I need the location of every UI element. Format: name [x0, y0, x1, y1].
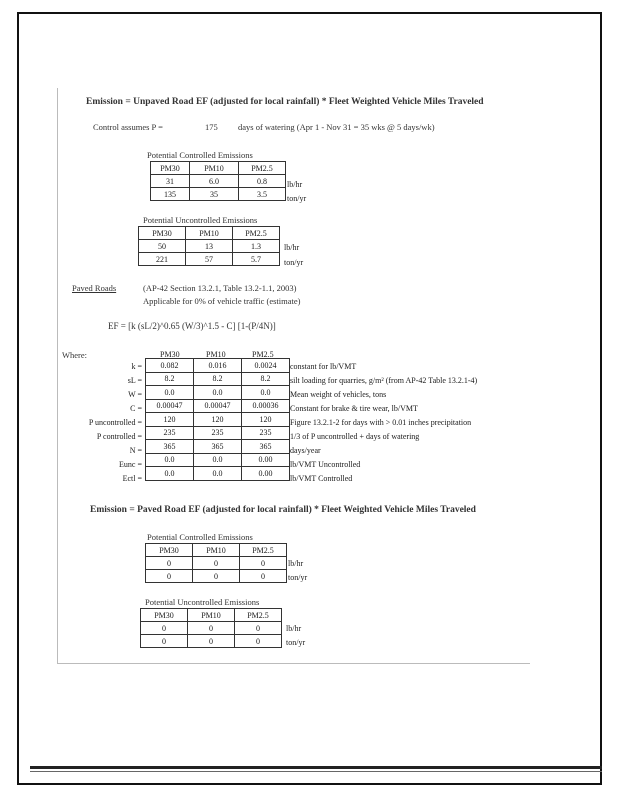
- param-label: N =: [129, 446, 142, 455]
- param-desc: Figure 13.2.1-2 for days with > 0.01 inches precipitation: [290, 418, 472, 427]
- table-cell: 50: [139, 240, 186, 253]
- param-label: W =: [128, 390, 142, 399]
- param-label: k =: [131, 362, 142, 371]
- param-cell: 235: [146, 426, 194, 440]
- param-cell: 8.2: [146, 372, 194, 386]
- param-cell: 365: [242, 440, 290, 454]
- param-cell: 0.082: [146, 359, 194, 373]
- param-cell: 120: [242, 413, 290, 427]
- control-value: 175: [205, 122, 218, 132]
- param-cell: 0.0024: [242, 359, 290, 373]
- table-cell: 3.5: [239, 188, 286, 201]
- param-cell: 235: [194, 426, 242, 440]
- param-cell: 0.0: [194, 453, 242, 467]
- param-cell: 0.016: [194, 359, 242, 373]
- param-cell: 0.00: [242, 467, 290, 481]
- param-cell: 0.0: [194, 467, 242, 481]
- col-header: PM30: [151, 162, 190, 175]
- unit-label: ton/yr: [284, 258, 304, 267]
- paved-param-table: [145, 358, 290, 481]
- param-label: Eunc =: [119, 460, 142, 469]
- col-header: PM2.5: [235, 609, 282, 622]
- unpaved-controlled-title: Potential Controlled Emissions: [147, 150, 253, 160]
- paved-controlled-title: Potential Controlled Emissions: [147, 532, 253, 542]
- paved-ref2: Applicable for 0% of vehicle traffic (estimate): [143, 296, 301, 306]
- table-cell: 0: [240, 557, 287, 570]
- col-header: PM2.5: [240, 544, 287, 557]
- param-desc: 1/3 of P uncontrolled + days of watering: [290, 432, 420, 441]
- unpaved-controlled-table: [150, 161, 286, 201]
- table-cell: 57: [186, 253, 233, 266]
- col-header: PM2.5: [252, 350, 274, 359]
- paved-uncontrolled-table: [140, 608, 282, 648]
- param-label: C =: [130, 404, 142, 413]
- unit-label: ton/yr: [288, 573, 308, 582]
- where-label: Where:: [62, 350, 88, 360]
- table-cell: 0: [188, 635, 235, 648]
- table-cell: 0: [235, 635, 282, 648]
- col-header: PM2.5: [233, 227, 280, 240]
- param-cell: 0.00036: [242, 399, 290, 413]
- table-cell: 0: [146, 570, 193, 583]
- unit-label: lb/hr: [284, 243, 300, 252]
- param-desc: silt loading for quarries, g/m² (from AP-42 Table 13.2.1-4): [290, 376, 478, 385]
- table-cell: 31: [151, 175, 190, 188]
- table-cell: 6.0: [190, 175, 239, 188]
- paved-controlled-table: [145, 543, 287, 583]
- paved-ref1: (AP-42 Section 13.2.1, Table 13.2-1.1, 2003): [143, 283, 297, 293]
- col-header: PM10: [188, 609, 235, 622]
- table-cell: 0: [235, 622, 282, 635]
- col-header: PM30: [141, 609, 188, 622]
- unpaved-equation: Emission = Unpaved Road EF (adjusted for local rainfall) * Fleet Weighted Vehicle Miles Traveled: [86, 97, 484, 107]
- param-cell: 0.0: [242, 386, 290, 400]
- param-desc: Constant for brake & tire wear, lb/VMT: [290, 404, 418, 413]
- table-cell: 0.8: [239, 175, 286, 188]
- paved-heading: Paved Roads: [72, 283, 117, 293]
- unit-label: lb/hr: [286, 624, 302, 633]
- table-cell: 5.7: [233, 253, 280, 266]
- table-cell: 13: [186, 240, 233, 253]
- unit-label: ton/yr: [287, 194, 307, 203]
- col-header: PM30: [139, 227, 186, 240]
- unit-label: lb/hr: [287, 180, 303, 189]
- param-label: sL =: [127, 376, 142, 385]
- param-cell: 365: [194, 440, 242, 454]
- param-cell: 0.0: [194, 386, 242, 400]
- table-cell: 0: [193, 570, 240, 583]
- footer-rule-thin: [30, 771, 602, 772]
- unpaved-uncontrolled-table: [138, 226, 280, 266]
- param-cell: 120: [194, 413, 242, 427]
- col-header: PM10: [190, 162, 239, 175]
- table-cell: 0: [240, 570, 287, 583]
- col-header: PM10: [193, 544, 240, 557]
- unpaved-uncontrolled-title: Potential Uncontrolled Emissions: [143, 215, 258, 225]
- table-cell: 135: [151, 188, 190, 201]
- param-desc: days/year: [290, 446, 321, 455]
- param-cell: 8.2: [194, 372, 242, 386]
- param-cell: 235: [242, 426, 290, 440]
- col-header: PM30: [160, 350, 180, 359]
- param-cell: 0.00047: [146, 399, 194, 413]
- param-cell: 0.0: [146, 453, 194, 467]
- param-cell: 0.00047: [194, 399, 242, 413]
- param-cell: 0.00: [242, 453, 290, 467]
- param-desc: lb/VMT Uncontrolled: [290, 460, 361, 469]
- table-cell: 0: [141, 635, 188, 648]
- paved-equation: Emission = Paved Road EF (adjusted for local rainfall) * Fleet Weighted Vehicle Miles Traveled: [90, 505, 476, 515]
- table-cell: 35: [190, 188, 239, 201]
- unit-label: lb/hr: [288, 559, 304, 568]
- table-cell: 0: [193, 557, 240, 570]
- control-desc: days of watering (Apr 1 - Nov 31 = 35 wks @ 5 days/wk): [238, 122, 435, 132]
- unit-label: ton/yr: [286, 638, 306, 647]
- param-cell: 120: [146, 413, 194, 427]
- param-cell: 8.2: [242, 372, 290, 386]
- param-desc: lb/VMT Controlled: [290, 474, 353, 483]
- param-cell: 0.0: [146, 386, 194, 400]
- footer-rule: [30, 766, 602, 769]
- param-cell: 365: [146, 440, 194, 454]
- param-desc: Mean weight of vehicles, tons: [290, 390, 387, 399]
- col-header: PM10: [206, 350, 226, 359]
- table-cell: 0: [146, 557, 193, 570]
- control-label: Control assumes P =: [93, 122, 163, 132]
- table-cell: 0: [188, 622, 235, 635]
- param-label: Ectl =: [122, 474, 142, 483]
- table-cell: 221: [139, 253, 186, 266]
- param-cell: 0.0: [146, 467, 194, 481]
- table-cell: 0: [141, 622, 188, 635]
- table-cell: 1.3: [233, 240, 280, 253]
- col-header: PM30: [146, 544, 193, 557]
- param-desc: constant for lb/VMT: [290, 362, 357, 371]
- col-header: PM10: [186, 227, 233, 240]
- paved-uncontrolled-title: Potential Uncontrolled Emissions: [145, 597, 260, 607]
- ef-formula: EF = [k (sL/2)^0.65 (W/3)^1.5 - C] [1-(P/4N)]: [108, 321, 276, 331]
- col-header: PM2.5: [239, 162, 286, 175]
- param-label: P controlled =: [96, 432, 142, 441]
- param-label: P uncontrolled =: [88, 418, 142, 427]
